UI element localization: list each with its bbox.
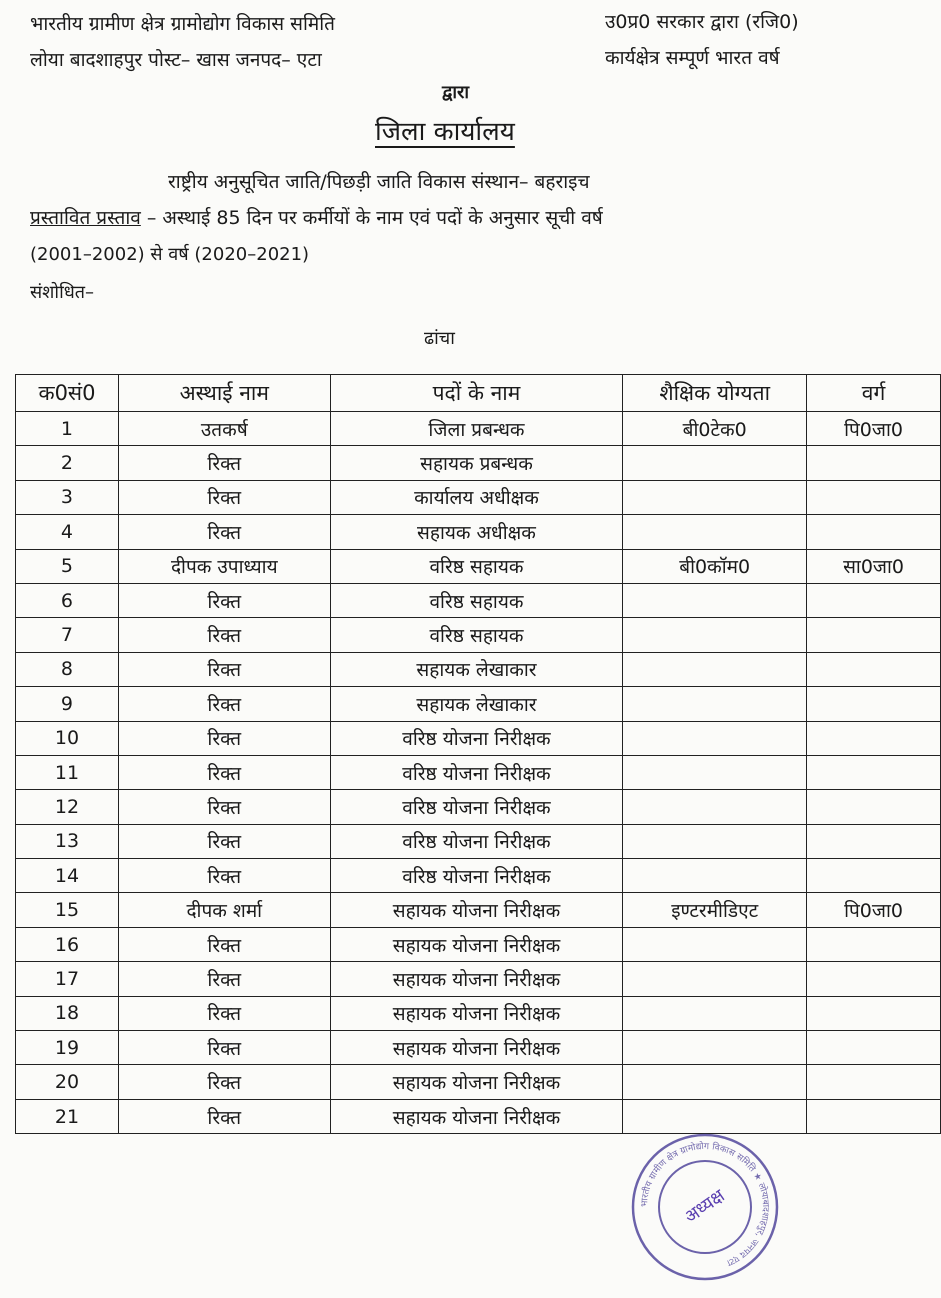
cell-post-name: सहायक अधीक्षक xyxy=(330,515,623,549)
cell-temp-name: रिक्त xyxy=(118,824,330,858)
table-row xyxy=(16,927,941,961)
cell-temp-name: रिक्त xyxy=(118,962,330,996)
header-temp-name: अस्थाई नाम xyxy=(118,375,330,412)
table-row xyxy=(16,480,941,514)
cell-serial: 6 xyxy=(16,583,119,617)
table-row xyxy=(16,893,941,927)
cell-temp-name: रिक्त xyxy=(118,480,330,514)
cell-post-name: वरिष्ठ योजना निरीक्षक xyxy=(330,859,623,893)
cell-post-name: सहायक प्रबन्धक xyxy=(330,446,623,480)
cell-category xyxy=(807,515,941,549)
proposal-line xyxy=(30,204,603,230)
cell-serial: 15 xyxy=(16,893,119,927)
org-name: भारतीय ग्रामीण क्षेत्र ग्रामोद्योग विकास समिति xyxy=(30,13,336,35)
cell-post-name: सहायक योजना निरीक्षक xyxy=(330,927,623,961)
cell-category xyxy=(807,1031,941,1065)
cell-serial: 14 xyxy=(16,859,119,893)
table-row xyxy=(16,549,941,583)
cell-qualification xyxy=(623,927,807,961)
office-title: जिला कार्यालय xyxy=(375,117,515,147)
table-row xyxy=(16,859,941,893)
table-row xyxy=(16,446,941,480)
cell-qualification xyxy=(623,652,807,686)
cell-post-name: सहायक योजना निरीक्षक xyxy=(330,1031,623,1065)
table-row xyxy=(16,652,941,686)
staff-table xyxy=(15,374,941,1134)
official-stamp xyxy=(630,1132,780,1282)
table-row xyxy=(16,721,941,755)
cell-category xyxy=(807,824,941,858)
cell-category xyxy=(807,859,941,893)
cell-post-name: सहायक योजना निरीक्षक xyxy=(330,1065,623,1099)
table-header-row xyxy=(16,375,941,412)
cell-post-name: सहायक योजना निरीक्षक xyxy=(330,996,623,1030)
cell-temp-name: रिक्त xyxy=(118,583,330,617)
work-area-text: कार्यक्षेत्र सम्पूर्ण भारत वर्ष xyxy=(605,47,780,69)
table-row xyxy=(16,412,941,446)
svg-text:भारतीय ग्रामीण क्षेत्र ग्रामोद: भारतीय ग्रामीण क्षेत्र ग्रामोद्योग विकास समिति ★ लोयाबादशाहपुर, जनपद एटा xyxy=(639,1141,771,1268)
cell-temp-name: रिक्त xyxy=(118,446,330,480)
cell-post-name: वरिष्ठ योजना निरीक्षक xyxy=(330,790,623,824)
cell-qualification xyxy=(623,721,807,755)
cell-post-name: सहायक योजना निरीक्षक xyxy=(330,1099,623,1133)
cell-serial: 12 xyxy=(16,790,119,824)
cell-temp-name: रिक्त xyxy=(118,721,330,755)
table-row xyxy=(16,755,941,789)
cell-post-name: सहायक योजना निरीक्षक xyxy=(330,893,623,927)
cell-category xyxy=(807,1065,941,1099)
cell-post-name: वरिष्ठ सहायक xyxy=(330,583,623,617)
header-category: वर्ग xyxy=(807,375,941,412)
cell-post-name: वरिष्ठ योजना निरीक्षक xyxy=(330,755,623,789)
cell-post-name: सहायक लेखाकार xyxy=(330,687,623,721)
svg-text:अध्यक्ष: अध्यक्ष xyxy=(680,1185,729,1228)
table-row xyxy=(16,1065,941,1099)
cell-serial: 2 xyxy=(16,446,119,480)
cell-post-name: वरिष्ठ सहायक xyxy=(330,618,623,652)
structure-label: ढांचा xyxy=(424,328,455,349)
cell-qualification xyxy=(623,790,807,824)
cell-category xyxy=(807,480,941,514)
cell-category xyxy=(807,927,941,961)
cell-post-name: वरिष्ठ योजना निरीक्षक xyxy=(330,824,623,858)
table-row xyxy=(16,1099,941,1133)
cell-qualification xyxy=(623,859,807,893)
cell-serial: 4 xyxy=(16,515,119,549)
cell-post-name: वरिष्ठ योजना निरीक्षक xyxy=(330,721,623,755)
cell-temp-name: रिक्त xyxy=(118,859,330,893)
cell-serial: 21 xyxy=(16,1099,119,1133)
cell-qualification: बी0टेक0 xyxy=(623,412,807,446)
cell-category xyxy=(807,446,941,480)
cell-serial: 1 xyxy=(16,412,119,446)
table-row xyxy=(16,583,941,617)
cell-post-name: सहायक योजना निरीक्षक xyxy=(330,962,623,996)
years-line: (2001–2002) से वर्ष (2020–2021) xyxy=(30,244,310,265)
cell-temp-name: रिक्त xyxy=(118,687,330,721)
cell-category xyxy=(807,687,941,721)
cell-serial: 9 xyxy=(16,687,119,721)
cell-category xyxy=(807,1099,941,1133)
cell-temp-name: रिक्त xyxy=(118,1031,330,1065)
table-row xyxy=(16,790,941,824)
cell-category xyxy=(807,652,941,686)
table-row xyxy=(16,824,941,858)
cell-temp-name: रिक्त xyxy=(118,790,330,824)
cell-serial: 5 xyxy=(16,549,119,583)
cell-serial: 19 xyxy=(16,1031,119,1065)
header-post-name: पदों के नाम xyxy=(330,375,623,412)
cell-qualification xyxy=(623,583,807,617)
cell-category xyxy=(807,790,941,824)
cell-serial: 20 xyxy=(16,1065,119,1099)
by-label: द्वारा xyxy=(442,82,470,103)
cell-qualification xyxy=(623,687,807,721)
cell-serial: 17 xyxy=(16,962,119,996)
cell-serial: 10 xyxy=(16,721,119,755)
cell-serial: 11 xyxy=(16,755,119,789)
cell-qualification: इण्टरमीडिएट xyxy=(623,893,807,927)
cell-serial: 16 xyxy=(16,927,119,961)
cell-qualification xyxy=(623,996,807,1030)
cell-qualification xyxy=(623,755,807,789)
table-row xyxy=(16,1031,941,1065)
table-row xyxy=(16,962,941,996)
cell-temp-name: रिक्त xyxy=(118,515,330,549)
cell-post-name: सहायक लेखाकार xyxy=(330,652,623,686)
org-address: लोया बादशाहपुर पोस्ट– खास जनपद– एटा xyxy=(30,49,322,71)
cell-category xyxy=(807,996,941,1030)
table-row xyxy=(16,515,941,549)
cell-post-name: जिला प्रबन्धक xyxy=(330,412,623,446)
proposal-label: प्रस्तावित प्रस्ताव xyxy=(30,207,141,229)
cell-temp-name: दीपक शर्मा xyxy=(118,893,330,927)
cell-category xyxy=(807,583,941,617)
cell-temp-name: रिक्त xyxy=(118,652,330,686)
revised-label: संशोधित– xyxy=(30,282,95,303)
cell-temp-name: रिक्त xyxy=(118,996,330,1030)
cell-serial: 18 xyxy=(16,996,119,1030)
cell-qualification xyxy=(623,480,807,514)
cell-temp-name: रिक्त xyxy=(118,755,330,789)
cell-category xyxy=(807,962,941,996)
cell-serial: 3 xyxy=(16,480,119,514)
cell-temp-name: रिक्त xyxy=(118,618,330,652)
cell-qualification xyxy=(623,515,807,549)
cell-category: पि0जा0 xyxy=(807,893,941,927)
cell-qualification xyxy=(623,618,807,652)
cell-qualification xyxy=(623,446,807,480)
table-row xyxy=(16,687,941,721)
registration-text: उ0प्र0 सरकार द्वारा (रजि0) xyxy=(605,11,799,33)
cell-qualification xyxy=(623,1065,807,1099)
cell-qualification xyxy=(623,1031,807,1065)
table-row xyxy=(16,618,941,652)
cell-post-name: वरिष्ठ सहायक xyxy=(330,549,623,583)
cell-serial: 7 xyxy=(16,618,119,652)
cell-temp-name: रिक्त xyxy=(118,1065,330,1099)
institute-line: राष्ट्रीय अनुसूचित जाति/पिछड़ी जाति विकास संस्थान– बहराइच xyxy=(168,171,590,193)
table-row xyxy=(16,996,941,1030)
proposal-text: – अस्थाई 85 दिन पर कर्मीयों के नाम एवं पदों के अनुसार सूची वर्ष xyxy=(140,207,603,229)
cell-qualification xyxy=(623,824,807,858)
header-serial: क0सं0 xyxy=(16,375,119,412)
cell-category xyxy=(807,618,941,652)
cell-post-name: कार्यालय अधीक्षक xyxy=(330,480,623,514)
cell-category: सा0जा0 xyxy=(807,549,941,583)
cell-temp-name: रिक्त xyxy=(118,1099,330,1133)
cell-category xyxy=(807,721,941,755)
cell-qualification: बी0कॉम0 xyxy=(623,549,807,583)
header-qualification: शैक्षिक योग्यता xyxy=(623,375,807,412)
cell-category xyxy=(807,755,941,789)
cell-qualification xyxy=(623,962,807,996)
cell-serial: 13 xyxy=(16,824,119,858)
cell-category: पि0जा0 xyxy=(807,412,941,446)
cell-temp-name: उतकर्ष xyxy=(118,412,330,446)
cell-temp-name: दीपक उपाध्याय xyxy=(118,549,330,583)
cell-temp-name: रिक्त xyxy=(118,927,330,961)
cell-qualification xyxy=(623,1099,807,1133)
cell-serial: 8 xyxy=(16,652,119,686)
